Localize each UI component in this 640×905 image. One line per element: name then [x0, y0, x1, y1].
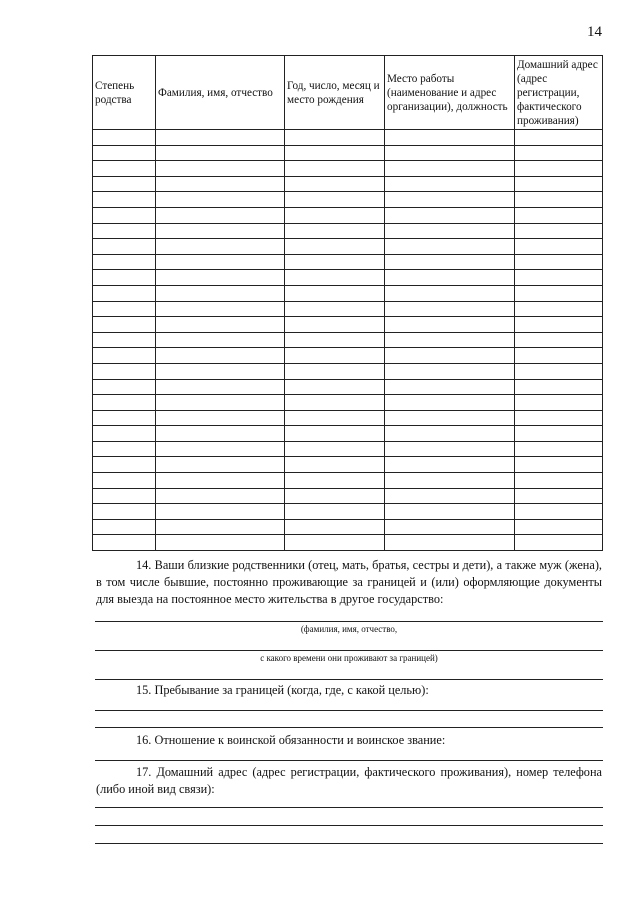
table-cell[interactable] [93, 379, 156, 395]
table-cell[interactable] [156, 363, 285, 379]
table-row [93, 426, 603, 442]
table-cell[interactable] [285, 254, 385, 270]
table-cell[interactable] [93, 395, 156, 411]
table-cell[interactable] [156, 192, 285, 208]
table-cell[interactable] [285, 363, 385, 379]
table-cell[interactable] [285, 535, 385, 551]
table-cell[interactable] [385, 488, 515, 504]
table-cell[interactable] [93, 504, 156, 520]
table-cell[interactable] [156, 395, 285, 411]
table-cell[interactable] [93, 176, 156, 192]
table-cell[interactable] [515, 441, 603, 457]
table-cell[interactable] [93, 535, 156, 551]
table-row [93, 223, 603, 239]
table-cell[interactable] [385, 332, 515, 348]
table-cell[interactable] [285, 176, 385, 192]
table-row [93, 207, 603, 223]
table-row [93, 473, 603, 489]
caption-since-when: с какого времени они проживают за границей) [260, 653, 438, 663]
table-cell[interactable] [156, 441, 285, 457]
table-cell[interactable] [385, 473, 515, 489]
table-cell[interactable] [156, 504, 285, 520]
table-cell[interactable] [515, 332, 603, 348]
table-cell[interactable] [285, 207, 385, 223]
table-cell[interactable] [285, 301, 385, 317]
table-cell[interactable] [93, 348, 156, 364]
table-cell[interactable] [156, 488, 285, 504]
table-cell[interactable] [385, 504, 515, 520]
table-cell[interactable] [93, 301, 156, 317]
table-cell[interactable] [515, 192, 603, 208]
table-row [93, 441, 603, 457]
table-row [93, 254, 603, 270]
table-cell[interactable] [93, 473, 156, 489]
table-cell[interactable] [285, 239, 385, 255]
table-cell[interactable] [285, 223, 385, 239]
table-cell[interactable] [156, 535, 285, 551]
table-row [93, 285, 603, 301]
question-14: 14. Ваши близкие родственники (отец, мать, братья, сестры и дети), а также муж (жена), в том числе бывшие, постоянно проживающие за границей и (или) оформляющие документы для выезда на постоянное место жительства в другое государство: [96, 558, 602, 606]
table-cell[interactable] [385, 301, 515, 317]
table-cell[interactable] [515, 145, 603, 161]
table-cell[interactable] [93, 363, 156, 379]
table-cell[interactable] [285, 395, 385, 411]
table-cell[interactable] [385, 395, 515, 411]
table-row [93, 348, 603, 364]
table-cell[interactable] [156, 270, 285, 286]
table-cell[interactable] [385, 363, 515, 379]
table-cell[interactable] [285, 145, 385, 161]
table-row [93, 395, 603, 411]
header-home-address: Домашний адрес (адрес регистрации, фактического проживания) [515, 56, 603, 130]
header-full-name: Фамилия, имя, отчество [156, 56, 285, 130]
table-cell[interactable] [515, 519, 603, 535]
table-cell[interactable] [285, 270, 385, 286]
table-cell[interactable] [93, 161, 156, 177]
table-cell[interactable] [385, 426, 515, 442]
table-cell[interactable] [156, 519, 285, 535]
table-cell[interactable] [515, 348, 603, 364]
table-cell[interactable] [93, 145, 156, 161]
table-cell[interactable] [515, 130, 603, 146]
table-cell[interactable] [285, 457, 385, 473]
table-row [93, 379, 603, 395]
table-cell[interactable] [285, 473, 385, 489]
table-cell[interactable] [385, 254, 515, 270]
table-cell[interactable] [93, 426, 156, 442]
table-cell[interactable] [385, 317, 515, 333]
table-cell[interactable] [385, 223, 515, 239]
table-cell[interactable] [93, 254, 156, 270]
table-row [93, 332, 603, 348]
table-cell[interactable] [156, 285, 285, 301]
table-cell[interactable] [515, 270, 603, 286]
table-cell[interactable] [156, 130, 285, 146]
table-cell[interactable] [156, 379, 285, 395]
table-row [93, 301, 603, 317]
table-cell[interactable] [385, 410, 515, 426]
table-cell[interactable] [156, 332, 285, 348]
table-cell[interactable] [285, 317, 385, 333]
table-cell[interactable] [515, 488, 603, 504]
table-cell[interactable] [515, 176, 603, 192]
table-cell[interactable] [385, 285, 515, 301]
table-cell[interactable] [156, 254, 285, 270]
table-row [93, 176, 603, 192]
table-cell[interactable] [385, 270, 515, 286]
answer-line[interactable] [95, 727, 603, 728]
table-cell[interactable] [285, 519, 385, 535]
table-row [93, 145, 603, 161]
table-cell[interactable] [515, 410, 603, 426]
table-row [93, 488, 603, 504]
table-cell[interactable] [385, 519, 515, 535]
table-cell[interactable] [156, 457, 285, 473]
table-cell[interactable] [93, 207, 156, 223]
table-cell[interactable] [93, 441, 156, 457]
header-birth-date-place: Год, число, месяц и место рождения [285, 56, 385, 130]
header-workplace: Место работы (наименование и адрес организации), должность [385, 56, 515, 130]
table-header-row [93, 56, 603, 130]
table-cell[interactable] [515, 535, 603, 551]
table-cell[interactable] [93, 519, 156, 535]
table-cell[interactable] [385, 145, 515, 161]
table-cell[interactable] [385, 161, 515, 177]
table-row [93, 130, 603, 146]
table-row [93, 192, 603, 208]
table-cell[interactable] [93, 270, 156, 286]
table-row [93, 161, 603, 177]
table-cell[interactable] [385, 207, 515, 223]
table-cell[interactable] [515, 363, 603, 379]
table-row [93, 457, 603, 473]
table-cell[interactable] [515, 207, 603, 223]
answer-line[interactable] [95, 843, 603, 844]
table-cell[interactable] [156, 223, 285, 239]
table-cell[interactable] [515, 254, 603, 270]
table-cell[interactable] [156, 317, 285, 333]
table-cell[interactable] [515, 457, 603, 473]
table-cell[interactable] [285, 161, 385, 177]
table-cell[interactable] [156, 301, 285, 317]
table-row [93, 535, 603, 551]
table-cell[interactable] [285, 504, 385, 520]
table-cell[interactable] [385, 441, 515, 457]
table-cell[interactable] [156, 426, 285, 442]
table-cell[interactable] [93, 192, 156, 208]
table-cell[interactable] [156, 145, 285, 161]
answer-line[interactable] [95, 679, 603, 680]
table-cell[interactable] [156, 348, 285, 364]
table-cell[interactable] [93, 130, 156, 146]
table-cell[interactable] [285, 379, 385, 395]
table-cell[interactable] [285, 488, 385, 504]
answer-line[interactable] [95, 621, 603, 622]
table-cell[interactable] [385, 130, 515, 146]
table-cell[interactable] [515, 473, 603, 489]
table-cell[interactable] [515, 301, 603, 317]
table-cell[interactable] [156, 239, 285, 255]
table-cell[interactable] [285, 285, 385, 301]
table-cell[interactable] [285, 410, 385, 426]
table-cell[interactable] [93, 457, 156, 473]
question-15: 15. Пребывание за границей (когда, где, с какой целью): [136, 683, 429, 697]
table-cell[interactable] [385, 176, 515, 192]
answer-line[interactable] [95, 825, 603, 826]
question-16: 16. Отношение к воинской обязанности и воинское звание: [136, 733, 446, 747]
table-cell[interactable] [285, 348, 385, 364]
table-cell[interactable] [515, 426, 603, 442]
answer-line[interactable] [95, 710, 603, 711]
table-cell[interactable] [385, 239, 515, 255]
answer-line[interactable] [95, 807, 603, 808]
caption-full-name: (фамилия, имя, отчество, [300, 624, 398, 634]
page-number: 14 [587, 24, 602, 40]
table-cell[interactable] [93, 332, 156, 348]
table-cell[interactable] [93, 239, 156, 255]
table-row [93, 410, 603, 426]
table-cell[interactable] [385, 348, 515, 364]
table-cell[interactable] [515, 395, 603, 411]
table-cell[interactable] [285, 332, 385, 348]
answer-line[interactable] [95, 760, 603, 761]
table-cell[interactable] [285, 130, 385, 146]
table-row [93, 317, 603, 333]
table-row [93, 519, 603, 535]
header-kinship: Степень родства [93, 56, 156, 130]
table-cell[interactable] [93, 223, 156, 239]
table-cell[interactable] [93, 410, 156, 426]
table-cell[interactable] [156, 473, 285, 489]
table-cell[interactable] [515, 317, 603, 333]
table-row [93, 363, 603, 379]
table-cell[interactable] [515, 504, 603, 520]
table-cell[interactable] [156, 410, 285, 426]
table-cell[interactable] [93, 317, 156, 333]
table-cell[interactable] [515, 379, 603, 395]
table-row [93, 270, 603, 286]
question-17: 17. Домашний адрес (адрес регистрации, фактического проживания), номер телефона (либо иной вид связи): [96, 765, 602, 796]
table-cell[interactable] [515, 223, 603, 239]
table-row [93, 504, 603, 520]
table-cell[interactable] [385, 535, 515, 551]
table-cell[interactable] [156, 207, 285, 223]
table-cell[interactable] [156, 161, 285, 177]
table-cell[interactable] [385, 457, 515, 473]
table-cell[interactable] [385, 379, 515, 395]
relatives-table [92, 55, 603, 551]
table-cell[interactable] [93, 285, 156, 301]
table-cell[interactable] [285, 426, 385, 442]
table-cell[interactable] [93, 488, 156, 504]
table-row [93, 239, 603, 255]
table-cell[interactable] [385, 192, 515, 208]
table-cell[interactable] [515, 285, 603, 301]
answer-line[interactable] [95, 650, 603, 651]
table-cell[interactable] [156, 176, 285, 192]
table-cell[interactable] [285, 441, 385, 457]
table-cell[interactable] [515, 161, 603, 177]
table-cell[interactable] [515, 239, 603, 255]
table-cell[interactable] [285, 192, 385, 208]
